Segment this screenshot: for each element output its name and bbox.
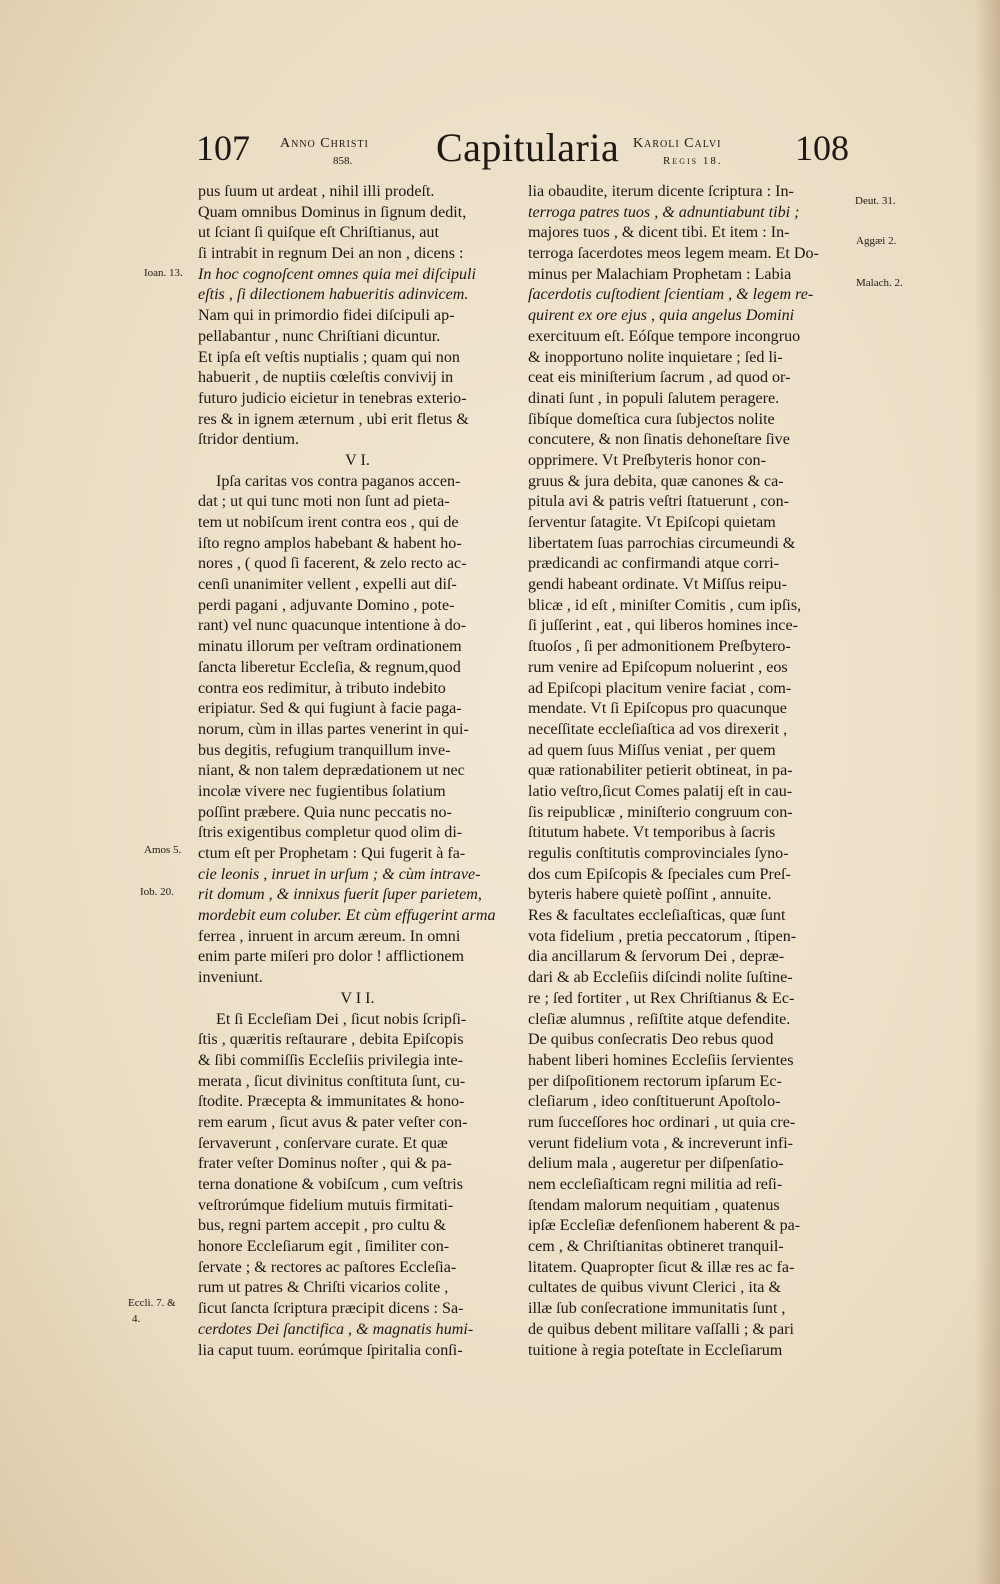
text-line: rum ſucceſſores hoc ordinari , ut quia cre- <box>528 1113 796 1131</box>
text-line: byteris habere quietè poſſint , annuite. <box>528 886 772 904</box>
text-line: ceat eis miniſterium ſacrum , ad quod or- <box>528 369 791 387</box>
text-line: poſſint præbere. Quia nunc peccatis no- <box>198 803 452 821</box>
text-line: illæ ſub conſecratione immunitatis ſunt , <box>528 1300 786 1318</box>
text-line: majores tuos , & dicent tibi. Et item : In- <box>528 224 790 242</box>
text-line: & inopportuno nolite inquietare ; ſed li- <box>528 348 783 366</box>
text-line: verunt fidelium vota , & increverunt infi- <box>528 1134 794 1152</box>
text-line: ad Epiſcopi placitum venire faciat , com- <box>528 679 792 697</box>
text-line: ctum eſt per Prophetam : Qui fugerit à fa- <box>198 845 466 862</box>
text-line: terroga patres tuos , & adnuntiabunt tibi ; <box>528 203 800 221</box>
text-line: litatem. Quapropter ſicut & illæ res ac fa- <box>528 1258 795 1276</box>
text-line: prædicandi ac confirmandi atque corri- <box>528 555 780 573</box>
running-head-year: 858. <box>333 155 353 167</box>
text-line: eſtis , ſi dilectionem habueritis adinvicem. <box>198 286 469 304</box>
text-line: iſto regno amplos habebant & habent ho- <box>198 534 462 552</box>
text-line: Nam qui in primordio fidei diſcipuli ap- <box>198 307 455 325</box>
left-text-column <box>198 182 517 1361</box>
text-line: ſancta liberetur Eccleſia, & regnum,quod <box>198 658 461 676</box>
text-line: ſi juſſerint , eat , qui liberos homines ince- <box>528 617 798 635</box>
text-line: tem ut nobiſcum irent contra eos , qui de <box>198 514 459 531</box>
text-line: lia obaudite, iterum dicente ſcriptura : In- <box>528 183 794 200</box>
text-line: Res & facultates eccleſiaſticas, quæ ſunt <box>528 907 786 925</box>
text-line: ſicut ſancta ſcriptura præcipit dicens : Sa- <box>198 1300 464 1318</box>
margin-note-iob: Iob. 20. <box>140 886 174 898</box>
text-line: merata , ſicut divinitus conſtituta ſunt, cu- <box>198 1072 466 1090</box>
text-line: & ſibi commiſſis Eccleſiis privilegia inte- <box>198 1051 464 1069</box>
text-line: contra eos redimitur, à tributo indebito <box>198 679 446 697</box>
text-line: ut ſciant ſi quiſque eſt Chriſtianus, aut <box>198 224 439 242</box>
text-line: ferrea , inruent in arcum æreum. In omni <box>198 927 461 945</box>
text-line: ſtridor dentium. <box>198 431 300 449</box>
text-line: incolæ vivere nec fugientibus ſolatium <box>198 782 446 800</box>
text-line: habent liberi homines Eccleſiis ſervientes <box>528 1051 794 1069</box>
margin-note-eccli-cont: 4. <box>132 1313 141 1325</box>
margin-note-amos: Amos 5. <box>144 844 182 856</box>
text-line: eripiatur. Sed & qui fugiunt à facie paga- <box>198 700 462 718</box>
text-line: lia caput tuum. eorúmque ſpiritalia conſi- <box>198 1341 463 1359</box>
text-line: dos cum Epiſcopis & ſpeciales cum Preſ- <box>528 865 791 883</box>
text-line: niant, & non talem deprædationem ut nec <box>198 762 465 780</box>
text-line: delium mala , augeretur per diſpenſatio- <box>528 1155 784 1173</box>
text-line: neceſſitate eccleſiaſtica ad vos direxerit , <box>528 720 788 738</box>
text-line: frater veſter Dominus noſter , qui & pa- <box>198 1155 452 1173</box>
text-line: terroga ſacerdotes meos legem meam. Et Do- <box>528 245 819 263</box>
text-line: cleſiarum , ideo conſtituerunt Apoſtolo- <box>528 1093 781 1111</box>
text-line: dari & ab Eccleſiis diſcindi nolite ſuſtine- <box>528 969 793 987</box>
text-line: ſtis , quæritis reſtaurare , debita Epiſcopis <box>198 1031 464 1049</box>
text-line: dia ancillarum & ſervorum Dei , depræ- <box>528 948 785 966</box>
text-line: exercituum eſt. Eóſque tempore incongruo <box>528 327 801 345</box>
text-line: bus, regni partem accepit , pro cultu & <box>198 1217 447 1235</box>
text-line: Ipſa caritas vos contra paganos accen- <box>216 472 461 490</box>
text-line: De quibus conſecratis Deo rebus quod <box>528 1031 774 1049</box>
text-line: ſervaverunt , conſervare curate. Et quæ <box>198 1134 448 1152</box>
text-line: libertatem ſuas parrochias circumeundi & <box>528 534 796 552</box>
running-head-karoli: Karoli Calvi <box>633 136 722 151</box>
text-line: pitula avi & patris veſtri ſtatuerunt , con- <box>528 493 790 511</box>
margin-note-aggaei: Aggæi 2. <box>856 235 897 247</box>
text-line: habuerit , de nuptiis cœleſtis convivij in <box>198 369 454 387</box>
text-line: V I I. <box>340 989 375 1007</box>
text-line: ſis reipublicæ , miniſterio congruum con- <box>528 803 793 821</box>
running-head-anno: Anno Christi <box>280 136 369 151</box>
text-line: cenſi unanimiter vellent , expelli aut diſ- <box>198 576 457 594</box>
text-line: futuro judicio eicietur in tenebras exterio- <box>198 389 467 407</box>
text-line: In hoc cognoſcent omnes quia mei diſcipuli <box>198 265 477 283</box>
text-line: rit domum , & innixus fuerit ſuper parietem, <box>198 886 482 904</box>
text-line: vota fidelium , pretia peccatorum , ſtipen- <box>528 927 797 945</box>
text-line: rum ut patres & Chriſti vicarios colite , <box>198 1279 449 1297</box>
text-line: ſtuoſos , ſi per admonitionem Preſbytero- <box>528 638 791 656</box>
text-line: terna donatione & vobiſcum , cum veſtris <box>198 1176 464 1193</box>
text-line: ſibíque domeſtica cura ſubjectos nolite <box>528 410 775 428</box>
text-line: ſtris exigentibus completur quod olim di- <box>198 824 463 842</box>
text-line: norum, cùm in illas partes venerint in qui- <box>198 720 469 738</box>
page-header <box>0 125 1000 178</box>
text-line: ipſæ Eccleſiæ defenſionem haberent & pa- <box>528 1217 801 1235</box>
text-line: minatu illorum per veſtram ordinationem <box>198 638 462 656</box>
text-line: mendate. Vt ſi Epiſcopus pro quacunque <box>528 700 787 718</box>
text-line: res & in ignem æternum , ubi erit fletus & <box>198 410 469 428</box>
page-number-left: 107 <box>196 128 250 168</box>
text-line: rem earum , ſicut avus & pater veſter con- <box>198 1113 468 1131</box>
text-line: de quibus debent militare vaſſalli ; & pari <box>528 1320 794 1338</box>
text-line: cem , & Chriſtianitas obtineret tranquil- <box>528 1238 784 1256</box>
right-text-column <box>528 182 848 1361</box>
text-line: ſerventur ſatagite. Vt Epiſcopi quietam <box>528 514 776 531</box>
running-head-regis: Regis 18. <box>663 155 723 167</box>
text-line: mordebit eum coluber. Et cùm effugerint arma <box>198 907 496 925</box>
text-line: cie leonis , inruet in urſum ; & cùm intrave- <box>198 865 481 883</box>
margin-note-deut: Deut. 31. <box>855 195 896 207</box>
text-line: gruus & jura debita, quæ canones & ca- <box>528 472 784 490</box>
text-line: veſtrorúmque fidelium mutuis firmitati- <box>198 1196 454 1214</box>
text-line: minus per Malachiam Prophetam : Labia <box>528 265 792 283</box>
text-line: cultates de quibus vivunt Clerici , ita & <box>528 1279 781 1297</box>
text-line: dat ; ut qui tunc moti non ſunt ad pieta- <box>198 493 450 511</box>
text-line: re ; ſed fortiter , ut Rex Chriſtianus & Ec- <box>528 989 795 1007</box>
text-line: nem eccleſiaſticam regni militia ad reſi- <box>528 1176 783 1193</box>
text-line: rum venire ad Epiſcopum noluerint , eos <box>528 658 788 676</box>
text-line: cerdotes Dei ſanctifica , & magnatis humi- <box>198 1320 474 1338</box>
text-line: tuitione à regia poteſtate in Eccleſiarum <box>528 1341 783 1359</box>
text-line: perdi pagani , adjuvante Domino , pote- <box>198 596 455 614</box>
margin-note-ioan: Ioan. 13. <box>144 267 183 279</box>
text-line: ſtodite. Præcepta & immunitates & hono- <box>198 1093 465 1111</box>
text-line: per diſpoſitionem rectorum ipſarum Ec- <box>528 1072 782 1090</box>
text-line: cleſiæ alumnus , reſiſtite atque defendite. <box>528 1010 791 1028</box>
text-line: enim parte miſeri pro dolor ! afflictionem <box>198 948 465 966</box>
page-number-right: 108 <box>795 128 849 168</box>
text-line: bus degitis, refugium tranquillum inve- <box>198 741 451 759</box>
text-line: regulis conſtitutis comprovinciales ſyno- <box>528 845 789 862</box>
text-line: V I. <box>345 451 370 469</box>
text-line: inveniunt. <box>198 969 263 987</box>
margin-note-eccli: Eccli. 7. & <box>128 1297 176 1309</box>
text-line: honore Eccleſiarum egit , ſimiliter con- <box>198 1238 450 1256</box>
text-line: quirent ex ore ejus , quia angelus Domini <box>528 307 795 325</box>
running-title: Capitularia <box>436 125 620 170</box>
text-line: ſacerdotis cuſtodient ſcientiam , & legem re- <box>528 286 814 304</box>
text-line: pus ſuum ut ardeat , nihil illi prodeſt. <box>198 183 435 200</box>
text-line: concutere, & non ſinatis dehoneſtare ſive <box>528 431 790 449</box>
text-line: blicæ , id eſt , miniſter Comitis , cum ipſis, <box>528 596 802 614</box>
text-line: ſi intrabit in regnum Dei an non , dicens : <box>198 245 464 263</box>
text-line: Quam omnibus Dominus in ſignum dedit, <box>198 203 467 221</box>
text-line: Et ipſa eſt veſtis nuptialis ; quam qui non <box>198 348 460 366</box>
margin-note-malach: Malach. 2. <box>856 277 903 289</box>
text-line: gendi habeant ordinate. Vt Miſſus reipu- <box>528 576 787 594</box>
text-line: dinati ſunt , in populi ſalutem peragere. <box>528 389 780 407</box>
text-line: rant) vel nunc quacunque intentione à do- <box>198 617 467 635</box>
text-line: ſtendam malorum nequitiam , quatenus <box>528 1196 780 1214</box>
text-line: opprimere. Vt Preſbyteris honor con- <box>528 451 766 469</box>
text-line: ad quem ſuus Miſſus veniat , per quem <box>528 741 776 759</box>
text-line: ſtitutum habete. Vt temporibus à ſacris <box>528 824 776 842</box>
text-line: ſervate ; & rectores ac paſtores Eccleſia- <box>198 1258 457 1276</box>
text-line: Et ſi Eccleſiam Dei , ſicut nobis ſcripſi- <box>216 1010 467 1028</box>
text-line: quæ rationabiliter petierit obtineat, in pa- <box>528 762 793 780</box>
text-line: nores , ( quod ſi facerent, & zelo recto ac- <box>198 555 467 573</box>
text-line: latio veſtro,ſicut Comes palatij eſt in cau- <box>528 782 793 800</box>
text-line: pellabantur , nunc Chriſtiani dicuntur. <box>198 327 441 345</box>
